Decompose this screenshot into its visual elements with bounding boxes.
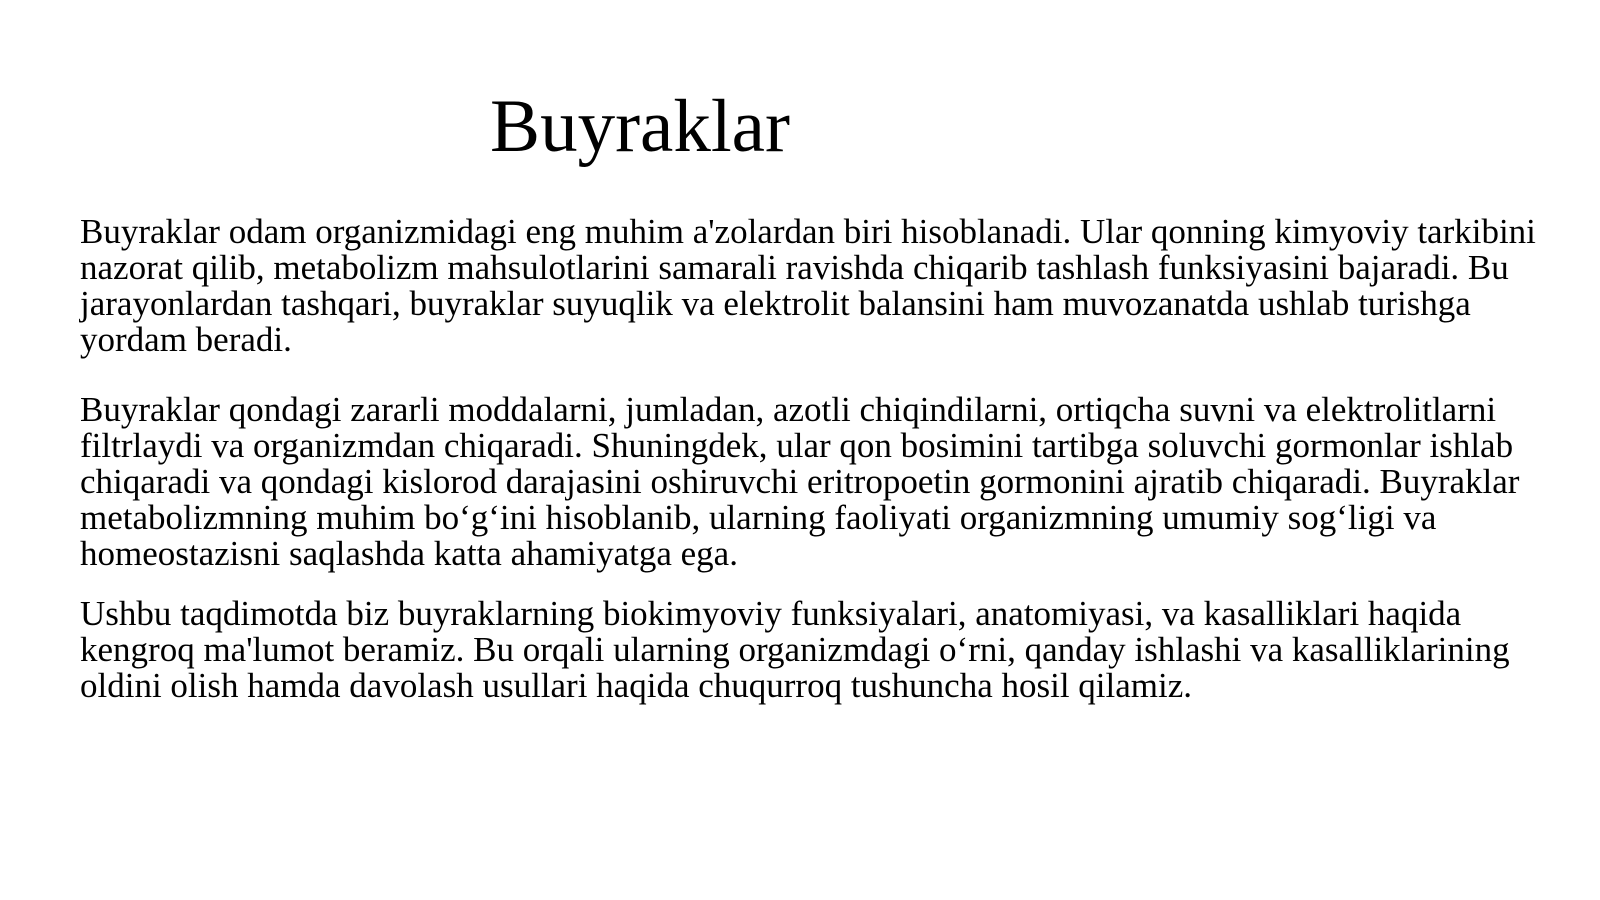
paragraph-overview: Ushbu taqdimotda biz buyraklarning biokimyoviy funksiyalari, anatomiyasi, va kasalliklari haqida kengroq ma'lumot beramiz. Bu orqali ularning organizmdagi o‘rni, qanday ishlashi va kasalliklarining oldini olish hamda davolash usullari haqida chuqurroq tushuncha hosil qilamiz. — [80, 594, 1510, 705]
paragraph-intro: Buyraklar odam organizmidagi eng muhim a'zolardan biri hisoblanadi. Ular qonning kimyoviy tarkibini nazorat qilib, metabolizm mahsulotlarini samarali ravishda chiqarib tashlash funksiyasini bajaradi. Bu jarayonlardan tashqari, buyraklar suyuqlik va elektrolit balansini ham muvozanatda ushlab turishga yordam beradi. — [80, 212, 1536, 359]
slide-title: Buyraklar — [490, 85, 790, 168]
paragraph-functions: Buyraklar qondagi zararli moddalarni, jumladan, azotli chiqindilarni, ortiqcha suvni va elektrolitlarni filtrlaydi va organizmdan chiqaradi. Shuningdek, ular qon bosimini tartibga soluvchi gormonlar ishlab chiqaradi va qondagi kislorod darajasini oshiruvchi eritropoetin gormonini ajratib chiqaradi. Buyraklar metabolizmning muhim bo‘g‘ini hisoblanib, ularning faoliyati organizmning umumiy sog‘ligi va homeostazisni saqlashda katta ahamiyatga ega. — [80, 390, 1520, 573]
slide-body — [80, 214, 1540, 704]
